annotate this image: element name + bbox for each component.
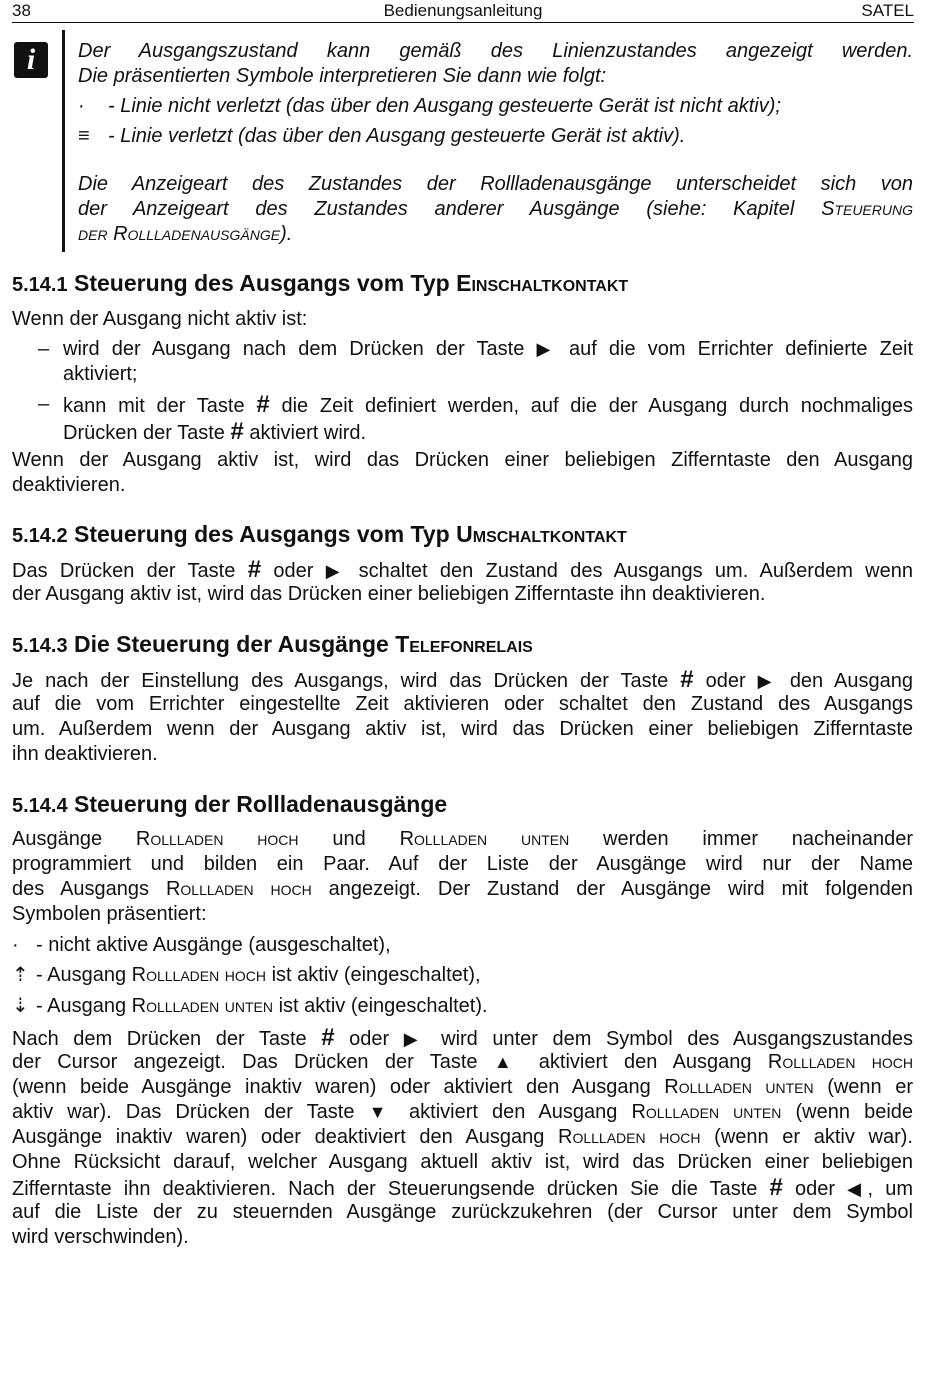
brand-name: SATEL (861, 1, 914, 20)
s4-p2-line-5: Ausgänge inaktiv waren) oder deaktiviert den Ausgang Rollladen hoch (wenn er aktiv war). (12, 1126, 913, 1148)
left-key-icon: ◀ (847, 1179, 868, 1199)
s4-p2-line-8: auf die Liste der zu steuernden Ausgänge zurückzukehren (der Cursor unter dem Symbol (12, 1201, 913, 1223)
note-divider (62, 30, 65, 252)
dot-symbol-icon: · (78, 95, 85, 117)
note-line-1: Der Ausgangszustand kann gemäß des Linienzustandes angezeigt werden. (78, 40, 913, 62)
note-para-line-2: der Anzeigeart des Zustandes anderer Ausgänge (siehe: Kapitel Steuerung (78, 198, 913, 220)
s3-line-3: um. Außerdem wenn der Ausgang aktiv ist, wird das Drücken einer beliebigen Zifferntaste (12, 718, 913, 740)
s4-p2-line-4: aktiv war). Das Drücken der Taste ▼ aktiviert den Ausgang Rollladen unten (wenn beide (12, 1101, 914, 1123)
s4-p1-line-1: Ausgänge Rollladen hoch und Rollladen unten werden immer nacheinander (12, 828, 914, 850)
hash-key-icon: # (680, 666, 694, 693)
s4-p1-line-4: Symbolen präsentiert: (12, 903, 207, 925)
s4-p1-line-3: des Ausgangs Rollladen hoch angezeigt. Der Zustand der Ausgänge wird mit folgenden (12, 878, 914, 900)
note-para-line-3: der Rollladenausgänge). (78, 223, 293, 245)
arrow-up-symbol-icon: ⇡ (12, 964, 29, 986)
s4-list-item-inactive: · - nicht aktive Ausgänge (ausgeschaltet), (12, 934, 391, 956)
note-item-active: ≡ - Linie verletzt (das über den Ausgang gesteuerte Gerät ist aktiv). (78, 125, 686, 147)
s2-line-1: Das Drücken der Taste # oder ▶ schaltet den Zustand des Ausgangs um. Außerdem wenn (12, 556, 913, 583)
right-key-icon: ▶ (757, 671, 778, 691)
s4-p2-line-7: Zifferntaste ihn deaktivieren. Nach der Steuerungsende drücken Sie die Taste # oder ◀, um (12, 1174, 914, 1201)
s1-intro: Wenn der Ausgang nicht aktiv ist: (12, 308, 308, 330)
section-heading-5-14-3: 5.14.3 Die Steuerung der Ausgänge Telefonrelais (12, 631, 533, 657)
s3-line-1: Je nach der Einstellung des Ausgangs, wird das Drücken der Taste # oder ▶ den Ausgang (12, 666, 913, 693)
s4-list-item-up: ⇡ - Ausgang Rollladen hoch ist aktiv (eingeschaltet), (12, 964, 481, 986)
section-heading-5-14-4: 5.14.4 Steuerung der Rollladenausgänge (12, 791, 448, 817)
s1-bullet-2: – kann mit der Taste # die Zeit definiert werden, auf die der Ausgang durch nochmaliges Drücken der Taste # aktiviert wird. (38, 391, 913, 445)
s4-p2-line-2: der Cursor angezeigt. Das Drücken der Taste ▲ aktiviert den Ausgang Rollladen hoch (12, 1051, 914, 1073)
s1-bullet-1: – wird der Ausgang nach dem Drücken der Taste ▶ auf die vom Errichter definierte Zeit aktiviert; (38, 338, 914, 385)
arrow-down-symbol-icon: ⇣ (12, 995, 29, 1017)
s1-para-line-1: Wenn der Ausgang aktiv ist, wird das Drücken einer beliebigen Zifferntaste den Ausgang (12, 449, 913, 471)
s4-p2-line-6: Ohne Rücksicht darauf, welcher Ausgang aktuell aktiv ist, wird das Drücken einer beliebigen (12, 1151, 913, 1173)
hash-key-icon: # (769, 1174, 783, 1201)
info-icon: i (14, 42, 48, 78)
hash-key-icon: # (256, 391, 270, 418)
section-heading-5-14-1: 5.14.1 Steuerung des Ausgangs vom Typ Einschaltkontakt (12, 270, 629, 296)
dot-symbol-icon: · (12, 934, 19, 956)
s3-line-2: auf die vom Errichter eingestellte Zeit aktivieren oder schaltet den Zustand des Ausgangs (12, 693, 913, 715)
note-line-2: Die präsentierten Symbole interpretieren Sie dann wie folgt: (78, 65, 607, 87)
right-key-icon: ▶ (325, 561, 347, 581)
section-heading-5-14-2: 5.14.2 Steuerung des Ausgangs vom Typ Umschaltkontakt (12, 521, 627, 547)
s3-line-4: ihn deaktivieren. (12, 743, 158, 765)
note-para-line-1: Die Anzeigeart des Zustandes der Rollladenausgänge unterscheidet sich von (78, 173, 913, 195)
s4-p2-line-3: (wenn beide Ausgänge inaktiv waren) oder aktiviert den Ausgang Rollladen unten (wenn er (12, 1076, 913, 1098)
down-key-icon: ▼ (368, 1102, 395, 1122)
s1-para-line-2: deaktivieren. (12, 474, 126, 496)
s4-list-item-down: ⇣ - Ausgang Rollladen unten ist aktiv (eingeschaltet). (12, 995, 488, 1017)
s4-p1-line-2: programmiert und bilden ein Paar. Auf der Liste der Ausgänge wird nur der Name (12, 853, 913, 875)
hash-key-icon: # (321, 1024, 335, 1051)
hash-key-icon: # (247, 556, 262, 583)
s4-p2-line-9: wird verschwinden). (12, 1226, 189, 1248)
document-title: Bedienungsanleitung (383, 1, 543, 20)
s2-line-2: der Ausgang aktiv ist, wird das Drücken einer beliebigen Zifferntaste ihn deaktivieren. (12, 583, 766, 605)
page-number: 38 (12, 1, 31, 20)
page-header (12, 0, 914, 23)
up-key-icon: ▲ (493, 1052, 523, 1072)
right-key-icon: ▶ (403, 1029, 427, 1049)
lines-symbol-icon: ≡ (78, 125, 90, 147)
note-item-inactive: · - Linie nicht verletzt (das über den Ausgang gesteuerte Gerät ist nicht aktiv); (78, 95, 781, 117)
s4-p2-line-1: Nach dem Drücken der Taste # oder ▶ wird unter dem Symbol des Ausgangszustandes (12, 1024, 914, 1051)
hash-key-icon: # (230, 418, 244, 445)
right-key-icon: ▶ (536, 339, 557, 359)
